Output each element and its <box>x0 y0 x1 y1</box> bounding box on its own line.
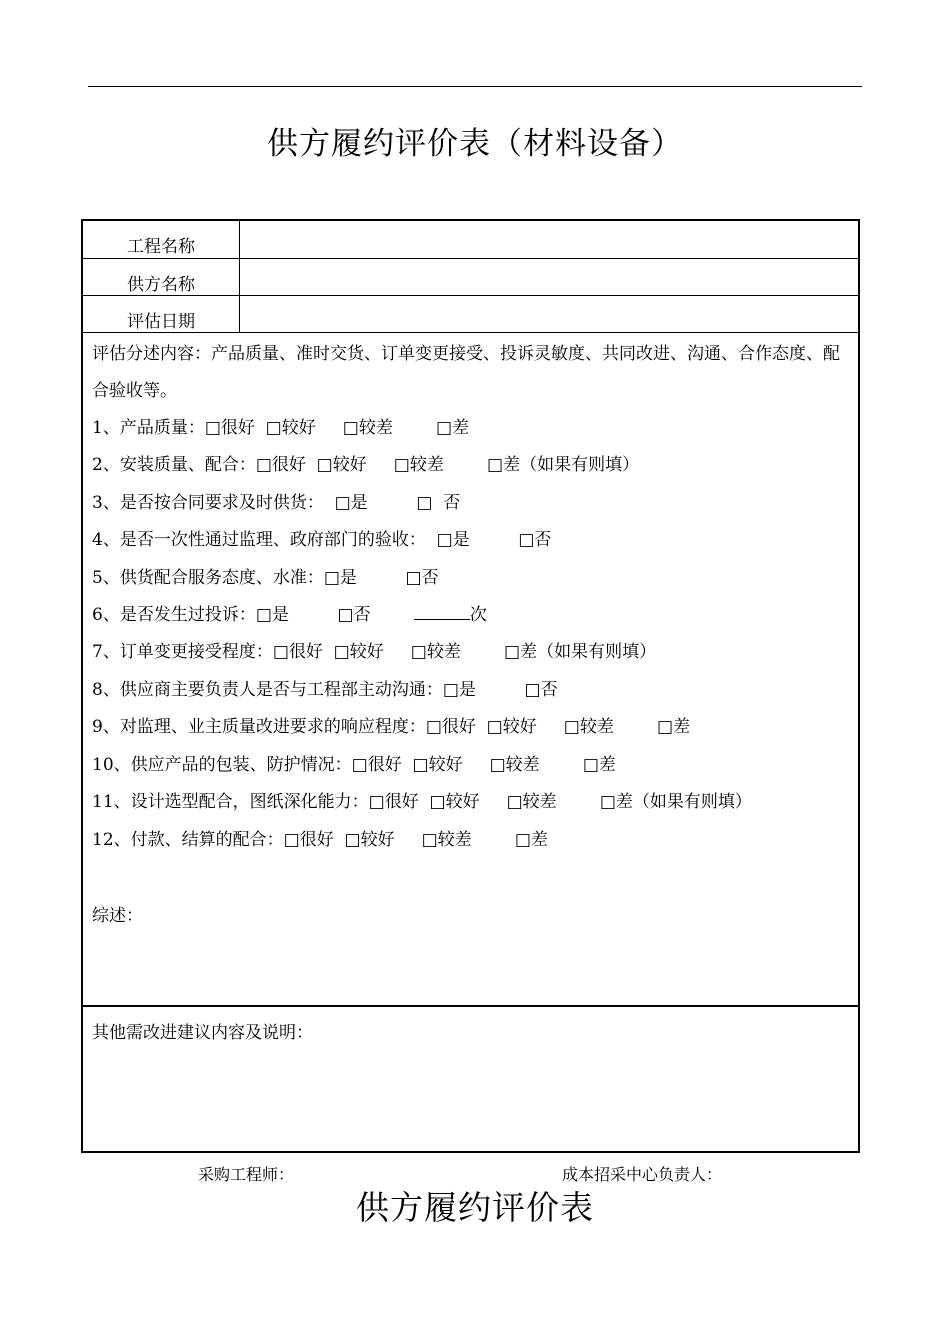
complaint-count-unit: 次 <box>469 605 487 625</box>
evaluation-intro: 评估分述内容：产品质量、准时交货、订单变更接受、投诉灵敏度、共同改进、沟通、合作态度、配合验收等。 <box>92 344 840 401</box>
item-4[interactable]: 4、是否一次性通过监理、政府部门的验收： □是 □否 <box>92 530 552 550</box>
header-row-project <box>83 221 858 259</box>
top-rule <box>88 86 862 87</box>
item-8[interactable]: 8、供应商主要负责人是否与工程部主动沟通：□是 □否 <box>92 680 558 700</box>
item-10[interactable]: 10、供应产品的包装、防护情况：□很好 □较好 □较差 □差 <box>92 755 616 775</box>
footer-title: 供方履约评价表 <box>356 1188 594 1227</box>
evaluation-date-label: 评估日期 <box>83 296 240 332</box>
project-name-label: 工程名称 <box>83 221 240 258</box>
item-6-row[interactable] <box>92 600 487 625</box>
item-7[interactable]: 7、订单变更接受程度：□很好 □较好 □较差 □差（如果有则填） <box>92 642 657 662</box>
item-1[interactable]: 1、产品质量：□很好 □较好 □较差 □差 <box>92 418 470 438</box>
item-5[interactable]: 5、供货配合服务态度、水准：□是 □否 <box>92 568 439 588</box>
evaluation-form <box>81 219 860 1153</box>
evaluation-date-field[interactable] <box>240 296 858 332</box>
item-3[interactable]: 3、是否按合同要求及时供货： □是 □ 否 <box>92 493 461 513</box>
complaint-count-blank[interactable] <box>414 603 470 620</box>
item-2[interactable]: 2、安装质量、配合：□很好 □较好 □较差 □差（如果有则填） <box>92 455 640 475</box>
supplier-name-field[interactable] <box>240 259 858 295</box>
summary-label: 综述： <box>92 906 143 926</box>
purchaser-signature-label: 采购工程师： <box>198 1165 295 1184</box>
other-suggestions-label: 其他需改进建议内容及说明： <box>92 1023 313 1043</box>
project-name-field[interactable] <box>240 221 858 258</box>
supplier-name-label: 供方名称 <box>83 259 240 295</box>
item-12[interactable]: 12、付款、结算的配合：□很好 □较好 □较差 □差 <box>92 830 548 850</box>
header-row-supplier <box>83 259 858 296</box>
header-row-date <box>83 296 858 333</box>
item-9[interactable]: 9、对监理、业主质量改进要求的响应程度：□很好 □较好 □较差 □差 <box>92 717 691 737</box>
evaluation-section <box>83 333 858 1007</box>
document-title: 供方履约评价表（材料设备） <box>267 126 683 162</box>
item-11[interactable]: 11、设计选型配合，图纸深化能力：□很好 □较好 □较差 □差（如果有则填） <box>92 792 752 812</box>
center-head-signature-label: 成本招采中心负责人： <box>562 1165 723 1184</box>
item-6: 6、是否发生过投诉：□是 □否 <box>92 605 414 625</box>
